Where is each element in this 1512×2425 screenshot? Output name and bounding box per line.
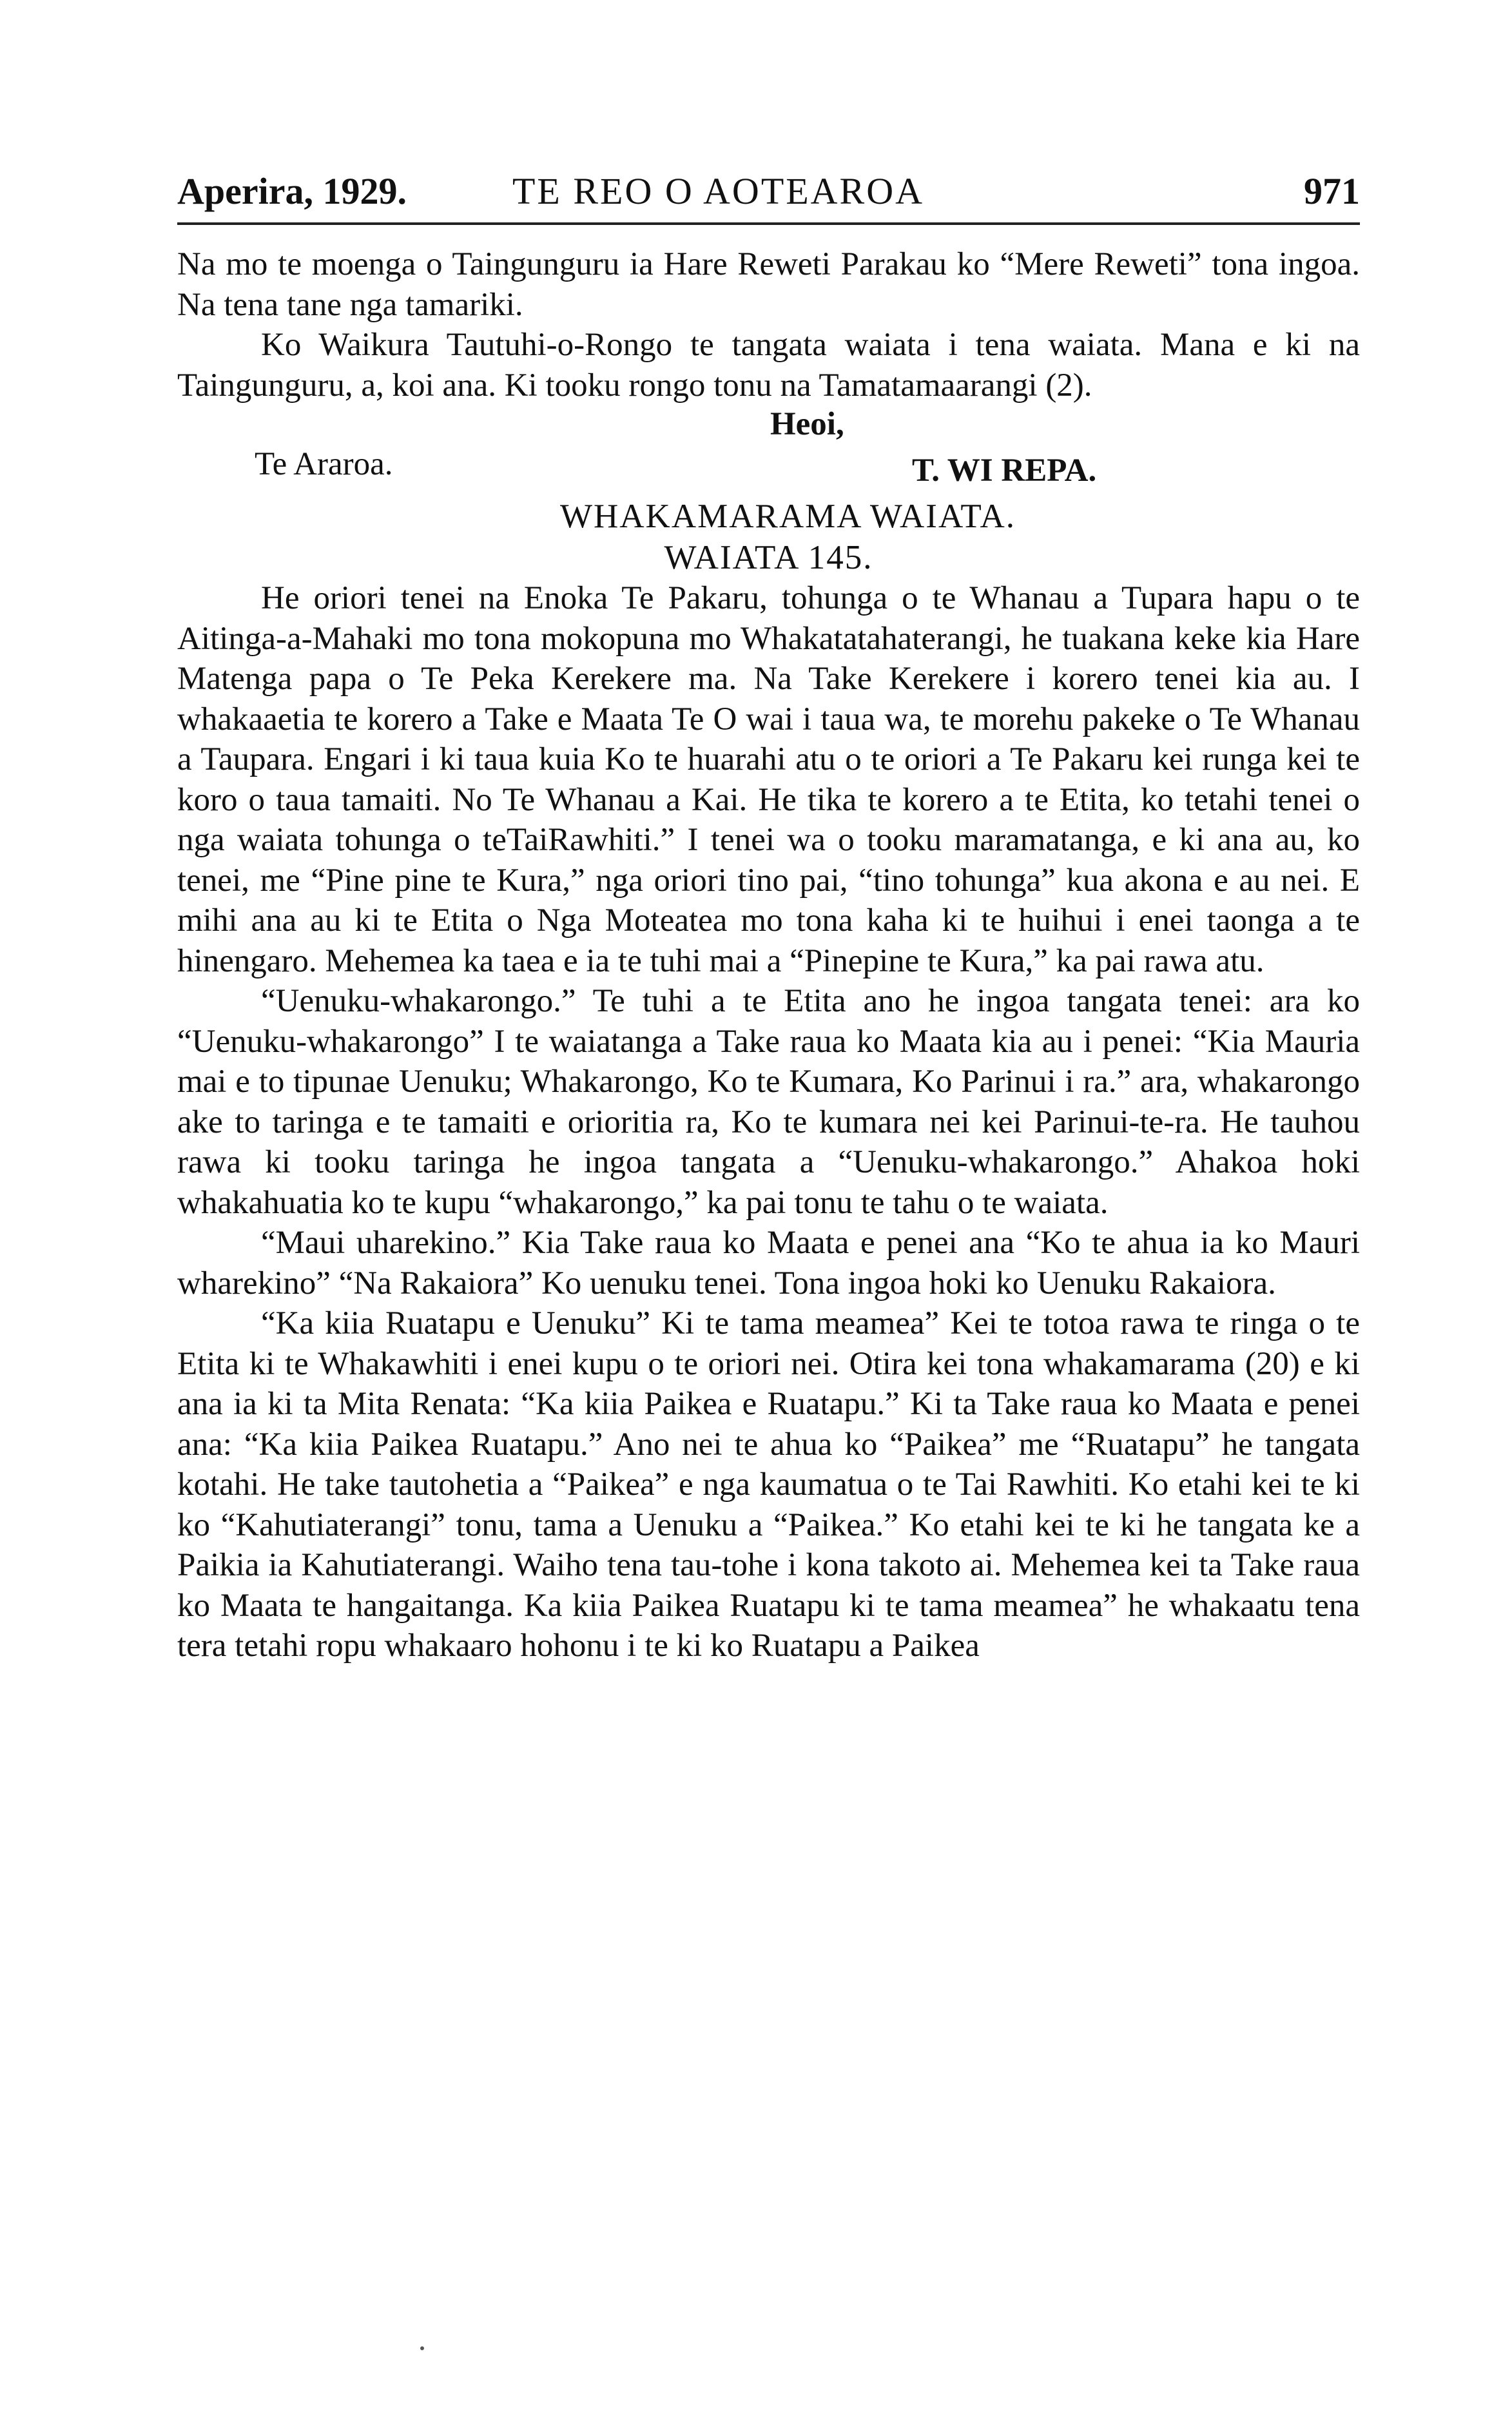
section-subtitle: WAIATA 145. — [664, 539, 873, 576]
header-rule — [177, 222, 1360, 225]
signoff-block — [177, 405, 1360, 496]
body-section — [177, 578, 1360, 1666]
document-page — [177, 164, 1360, 1666]
running-head — [177, 164, 1360, 216]
signoff-place: Te Araroa. — [255, 446, 393, 482]
body-paragraph-2: “Uenuku-whakarongo.” Te tuhi a te Etita ano he ingoa tangata tenei: ara ko “Uenuku-whakarongo” I te waiatanga a Take raua ko Maata kia au i penei: “Kia Mauria mai e to tipunae Uenuku; Whakarongo, Ko te Kumara, Ko Parinui i ra.” ara, whakarongo ake to taringa e te tamaiti e orioritia ra, Ko te kumara nei kei Parinui-te-ra. He tauhou rawa ki tooku taringa he ingoa tangata a “Uenuku-whakarongo.” Ahakoa hoki whakahuatia ko te kupu “whakarongo,” ka pai tonu te tahu o te waiata. — [177, 983, 1360, 1221]
intro-section — [177, 244, 1360, 405]
print-speck — [420, 2346, 424, 2350]
signoff-signer: T. WI REPA. — [912, 453, 1097, 489]
publication-title: TE REO O AOTEAROA — [512, 170, 925, 212]
page-number: 971 — [1304, 170, 1360, 212]
section-title: WHAKAMARAMA WAIATA. — [559, 498, 1016, 535]
closing-word: Heoi, — [770, 406, 844, 442]
intro-paragraph-1: Na mo te moenga o Taingunguru ia Hare Reweti Parakau ko “Mere Reweti” tona ingoa. Na tena tane nga tamariki. — [177, 246, 1360, 323]
body-paragraph-3: “Maui uharekino.” Kia Take raua ko Maata e penei ana “Ko te ahua ia ko Mauri wharekino” “Na Rakaiora” Ko uenuku tenei. Tona ingoa hoki ko Uenuku Rakaiora. — [177, 1225, 1360, 1301]
body-paragraph-4: “Ka kiia Ruatapu e Uenuku” Ki te tama meamea” Kei te totoa rawa te ringa o te Etita ki te Whakawhiti i enei kupu o te oriori nei. Otira kei tona whakamarama (20) e ki ana ia ki ta Mita Renata: “Ka kiia Paikea e Ruatapu.” Ki ta Take raua ko Maata e penei ana: “Ka kiia Paikea Ruatapu.” Ano nei te ahua ko “Paikea” me “Ruatapu” he tangata kotahi. He take tautohetia a “Paikea” e nga kaumatua o te Tai Rawhiti. Ko etahi kei te ki ko “Kahutiaterangi” tonu, tama a Uenuku a “Paikea.” Ko etahi kei te ki he tangata ke a Paikia ia Kahutiaterangi. Waiho tena tau-tohe i kona takoto ai. Mehemea kei ta Take raua ko Maata te hangaitanga. Ka kiia Paikea Ruatapu ki te tama meamea” he whakaatu tena tera tetahi ropu whakaaro hohonu i te ki ko Ruatapu a Paikea — [177, 1305, 1360, 1664]
issue-date: Aperira, 1929. — [177, 170, 407, 212]
body-paragraph-1: He oriori tenei na Enoka Te Pakaru, tohunga o te Whanau a Tupara hapu o te Aitinga-a-Mahaki mo tona mokopuna mo Whakatatahaterangi, he tuakana keke kia Hare Matenga papa o Te Peka Kerekere ma. Na Take Kerekere i korero tenei kia au. I whakaaetia te korero a Take e Maata Te O wai i taua wa, te morehu pakeke o Te Whanau a Taupara. Engari i ki taua kuia Ko te huarahi atu o te oriori a Te Pakaru kei runga kei te koro o taua tamaiti. No Te Whanau a Kai. He tika te korero a te Etita, ko tetahi tenei o nga waiata tohunga o teTaiRawhiti.” I tenei wa o tooku maramatanga, e ki ana au, ko tenei, me “Pine pine te Kura,” nga oriori tino pai, “tino tohunga” kua akona e au nei. E mihi ana au ki te Etita o Nga Moteatea mo tona kaha ki te huihui i enei taonga a te hinengaro. Mehemea ka taea e ia te tuhi mai a “Pinepine te Kura,” ka pai rawa atu. — [177, 580, 1360, 979]
intro-paragraph-2: Ko Waikura Tautuhi-o-Rongo te tangata waiata i tena waiata. Mana e ki na Taingunguru, a, koi ana. Ki tooku rongo tonu na Tamatamaarangi (2). — [177, 327, 1360, 404]
